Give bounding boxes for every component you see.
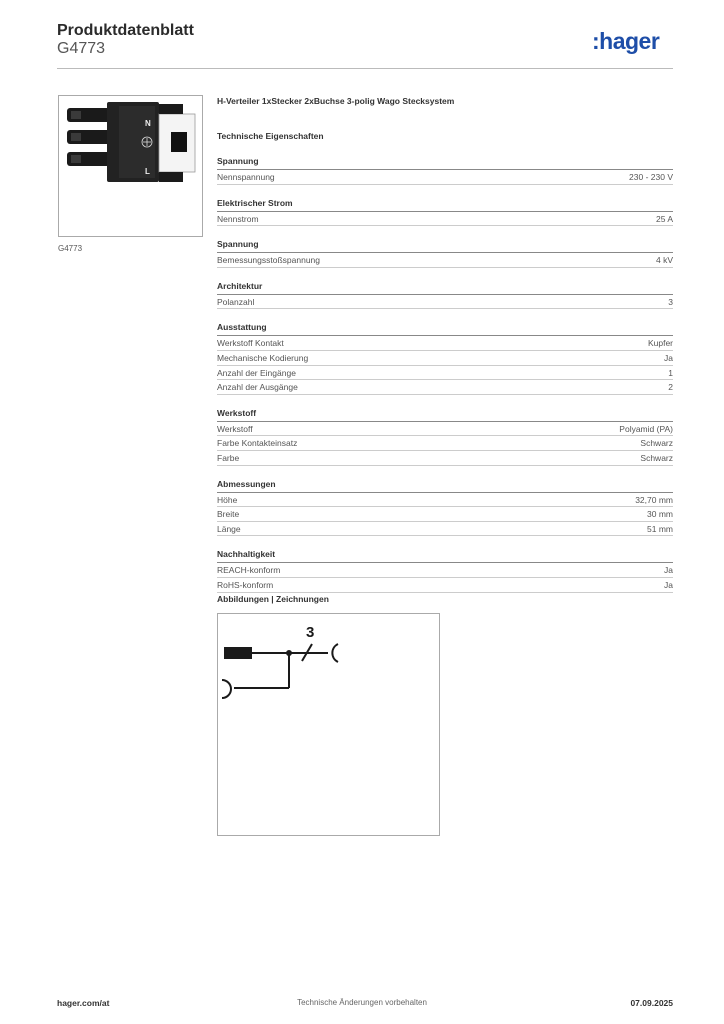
property-label: Werkstoff Kontakt	[217, 338, 284, 349]
property-value: 2	[668, 382, 673, 393]
connector-illustration	[59, 96, 202, 236]
marking-n: N	[145, 119, 151, 128]
property-label: Farbe	[217, 452, 240, 463]
property-row	[217, 295, 673, 310]
section-spannung-2	[217, 239, 673, 268]
property-value: 32,70 mm	[635, 494, 673, 505]
pole-count-label: 3	[306, 624, 315, 641]
property-label: Nennspannung	[217, 172, 275, 182]
property-label: Farbe Kontakteinsatz	[217, 438, 298, 449]
property-label: Breite	[217, 509, 240, 520]
section-elektrischer-strom	[217, 198, 673, 227]
property-row	[217, 380, 673, 395]
property-label: Polanzahl	[217, 296, 255, 307]
footer-disclaimer: Technische Änderungen vorbehalten	[297, 998, 427, 1007]
property-label: Werkstoff	[217, 423, 253, 434]
property-label: Anzahl der Eingänge	[217, 367, 296, 378]
section-abmessungen	[217, 479, 673, 537]
property-label: Länge	[217, 523, 241, 534]
image-caption: G4773	[58, 244, 83, 253]
property-label: Anzahl der Ausgänge	[217, 382, 298, 393]
footer-date: 07.09.2025	[630, 998, 673, 1008]
drawings-heading: Abbildungen | Zeichnungen	[217, 594, 329, 604]
circuit-drawing	[217, 613, 440, 836]
section-ausstattung	[217, 322, 673, 394]
property-value: Polyamid (PA)	[619, 423, 673, 434]
property-row	[217, 170, 673, 185]
property-value: Kupfer	[647, 338, 673, 349]
property-row	[217, 212, 673, 227]
product-title: H-Verteiler 1xStecker 2xBuchse 3-polig Wago Stecksystem	[217, 96, 455, 106]
properties-heading: Technische Eigenschaften	[217, 131, 324, 141]
property-value: 1	[668, 367, 673, 378]
section-title: Abmessungen	[217, 479, 673, 493]
property-value: 51 mm	[647, 523, 673, 534]
property-label: Nennstrom	[217, 213, 259, 224]
product-image	[58, 95, 203, 237]
property-label: Höhe	[217, 494, 238, 505]
property-value: 30 mm	[647, 509, 673, 520]
property-label: Bemessungsstoßspannung	[217, 255, 321, 266]
property-label: Mechanische Kodierung	[217, 352, 309, 363]
property-row	[217, 351, 673, 366]
property-value: Schwarz	[640, 452, 673, 463]
property-value: Ja	[664, 579, 673, 590]
property-row	[217, 366, 673, 381]
section-title: Elektrischer Strom	[217, 198, 673, 212]
section-title: Werkstoff	[217, 408, 673, 422]
property-value: 230 - 230 V	[629, 172, 673, 182]
property-value: Ja	[664, 565, 673, 576]
property-value: Ja	[664, 352, 673, 363]
property-row	[217, 563, 673, 578]
property-row	[217, 253, 673, 268]
wiring-symbol	[218, 614, 439, 835]
property-label: RoHS-konform	[217, 579, 274, 590]
section-title: Architektur	[217, 281, 673, 295]
property-label: REACH-konform	[217, 565, 281, 576]
product-content	[217, 96, 673, 593]
hager-logo[interactable]: :hager	[592, 28, 660, 54]
property-row	[217, 436, 673, 451]
property-row	[217, 422, 673, 437]
property-value: 3	[668, 296, 673, 307]
section-title: Nachhaltigkeit	[217, 549, 673, 563]
property-row	[217, 507, 673, 522]
section-werkstoff	[217, 408, 673, 466]
header-divider	[57, 68, 673, 69]
section-title: Spannung	[217, 239, 673, 253]
property-row	[217, 493, 673, 508]
marking-l: L	[145, 167, 150, 176]
property-row	[217, 451, 673, 466]
property-value: Schwarz	[640, 438, 673, 449]
section-title: Ausstattung	[217, 322, 673, 336]
section-spannung	[217, 156, 673, 185]
property-row	[217, 522, 673, 537]
property-value: 25 A	[655, 213, 673, 224]
product-code: G4773	[57, 40, 106, 57]
page-title: Produktdatenblatt	[57, 22, 194, 39]
property-row	[217, 578, 673, 593]
section-title: Spannung	[217, 156, 673, 170]
footer-website-link[interactable]: hager.com/at	[57, 998, 110, 1008]
property-value: 4 kV	[655, 255, 673, 266]
section-architektur	[217, 281, 673, 310]
section-nachhaltigkeit	[217, 549, 673, 592]
property-row	[217, 336, 673, 351]
